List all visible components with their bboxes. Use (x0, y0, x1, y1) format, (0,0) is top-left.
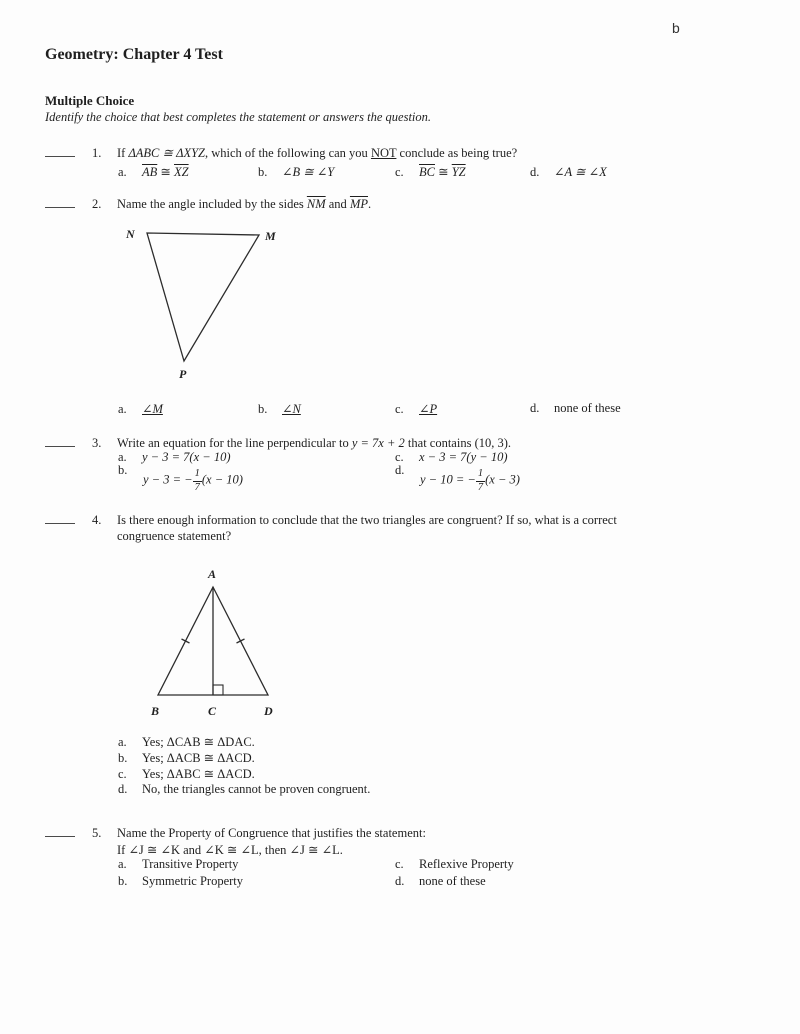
triangle-nmp-figure (118, 218, 288, 383)
option-letter: b. (118, 463, 128, 477)
option-letter: c. (395, 450, 404, 464)
question-3-number: 3. (92, 436, 102, 450)
answer-blank-4 (45, 513, 75, 524)
question-2-text: Name the angle included by the sides $\overline{NM}$ and $\overline{MP}$. (117, 197, 372, 211)
option-letter: d. (530, 165, 540, 179)
q2-option-d: d. none of these (530, 401, 621, 415)
q1-option-a: a. $\overline{AB}$ ≅ $\overline{XZ}$ (118, 165, 189, 179)
section-instructions: Identify the choice that best completes the statement or answers the question. (45, 110, 432, 124)
vertex-label-n: N (126, 227, 135, 241)
option-letter: c. (395, 857, 404, 871)
page-title: Geometry: Chapter 4 Test (45, 46, 223, 63)
q1-option-c: c. $\overline{BC}$ ≅ $\overline{YZ}$ (395, 165, 466, 179)
q3-option-b-formula: y − 3 = − $\frac{1}{7}$ (x − 10) (143, 468, 243, 493)
q5-option-b: b. Symmetric Property (118, 874, 244, 888)
option-letter: d. (395, 463, 405, 477)
vertex-label-d: D (264, 704, 273, 718)
question-1-text: If ΔABC ≅ ΔXYZ, which of the following can you NOT conclude as being true? (117, 146, 518, 160)
fraction: $\frac{1}{7}$ (477, 468, 484, 493)
option-letter: b. (258, 402, 268, 416)
answer-blank-5 (45, 826, 75, 837)
q4-option-d: d. No, the triangles cannot be proven congruent. (118, 782, 371, 796)
q4-option-b: b. Yes; ΔACB ≅ ΔACD. (118, 751, 255, 765)
question-4-number: 4. (92, 513, 102, 527)
q3-option-d-formula: y − 10 = − $\frac{1}{7}$ (x − 3) (420, 468, 520, 493)
question-4-text-line2: congruence statement? (117, 529, 232, 543)
q4-option-c: c. Yes; ΔABC ≅ ΔACD. (118, 767, 255, 781)
question-1 (45, 145, 517, 161)
q1-option-d: d. ∠A ≅ ∠X (530, 165, 607, 179)
option-letter: b. (118, 874, 128, 888)
question-2-number: 2. (92, 197, 102, 211)
option-letter: c. (395, 402, 404, 416)
fraction: $\frac{1}{7}$ (194, 468, 200, 493)
question-1-number: 1. (92, 146, 102, 160)
q2-option-c: c. ∠P (395, 402, 438, 416)
q2-option-b: b. ∠N (258, 402, 301, 416)
option-letter: d. (118, 782, 128, 796)
option-letter: c. (118, 767, 127, 781)
right-angle-marker (213, 685, 223, 695)
q2-option-a: a. ∠M (118, 402, 163, 416)
triangle-abd-figure (130, 558, 300, 723)
triangle-nmp (147, 233, 259, 361)
q1-option-b: b. ∠B ≅ ∠Y (258, 165, 335, 179)
vertex-label-c: C (208, 704, 217, 718)
question-3 (45, 436, 511, 451)
option-letter: b. (118, 751, 128, 765)
q3-option-b-letter (118, 463, 127, 478)
question-5-number: 5. (92, 826, 102, 840)
page-corner-letter: b (672, 20, 680, 36)
q3-option-c: c. x − 3 = 7(y − 10) (395, 450, 508, 464)
vertex-label-b: B (151, 704, 160, 718)
option-letter: d. (395, 874, 405, 888)
q3-option-d-letter (395, 463, 404, 478)
answer-blank-3 (45, 436, 75, 447)
option-letter: a. (118, 450, 127, 464)
q3-option-a: a. y − 3 = 7(x − 10) (118, 450, 231, 464)
option-letter: a. (118, 857, 127, 871)
option-letter: d. (530, 401, 540, 415)
option-letter: a. (118, 735, 127, 749)
q5-option-a: a. Transitive Property (118, 857, 239, 871)
question-4-text-line1: Is there enough information to conclude that the two triangles are congruent? If so, what is a correct (117, 513, 617, 527)
q5-option-d: d. none of these (395, 874, 486, 888)
option-letter: c. (395, 165, 404, 179)
question-5 (45, 826, 426, 841)
q4-option-a: a. Yes; ΔCAB ≅ ΔDAC. (118, 735, 255, 749)
option-letter: a. (118, 402, 127, 416)
vertex-label-a: A (208, 567, 217, 581)
question-5-text-line2: If ∠J ≅ ∠K and ∠K ≅ ∠L, then ∠J ≅ ∠L. (117, 843, 343, 857)
option-letter: b. (258, 165, 268, 179)
question-4 (45, 513, 617, 528)
question-5-text-line1: Name the Property of Congruence that justifies the statement: (117, 826, 426, 840)
answer-blank-2 (45, 197, 75, 208)
question-3-text: Write an equation for the line perpendicular to y = 7x + 2 that contains (10, 3). (117, 436, 512, 450)
question-2 (45, 197, 371, 212)
vertex-label-p: P (179, 367, 187, 381)
section-heading: Multiple Choice (45, 93, 135, 108)
q5-option-c: c. Reflexive Property (395, 857, 514, 871)
vertex-label-m: M (265, 229, 276, 243)
option-letter: a. (118, 165, 127, 179)
answer-blank-1 (45, 146, 75, 157)
